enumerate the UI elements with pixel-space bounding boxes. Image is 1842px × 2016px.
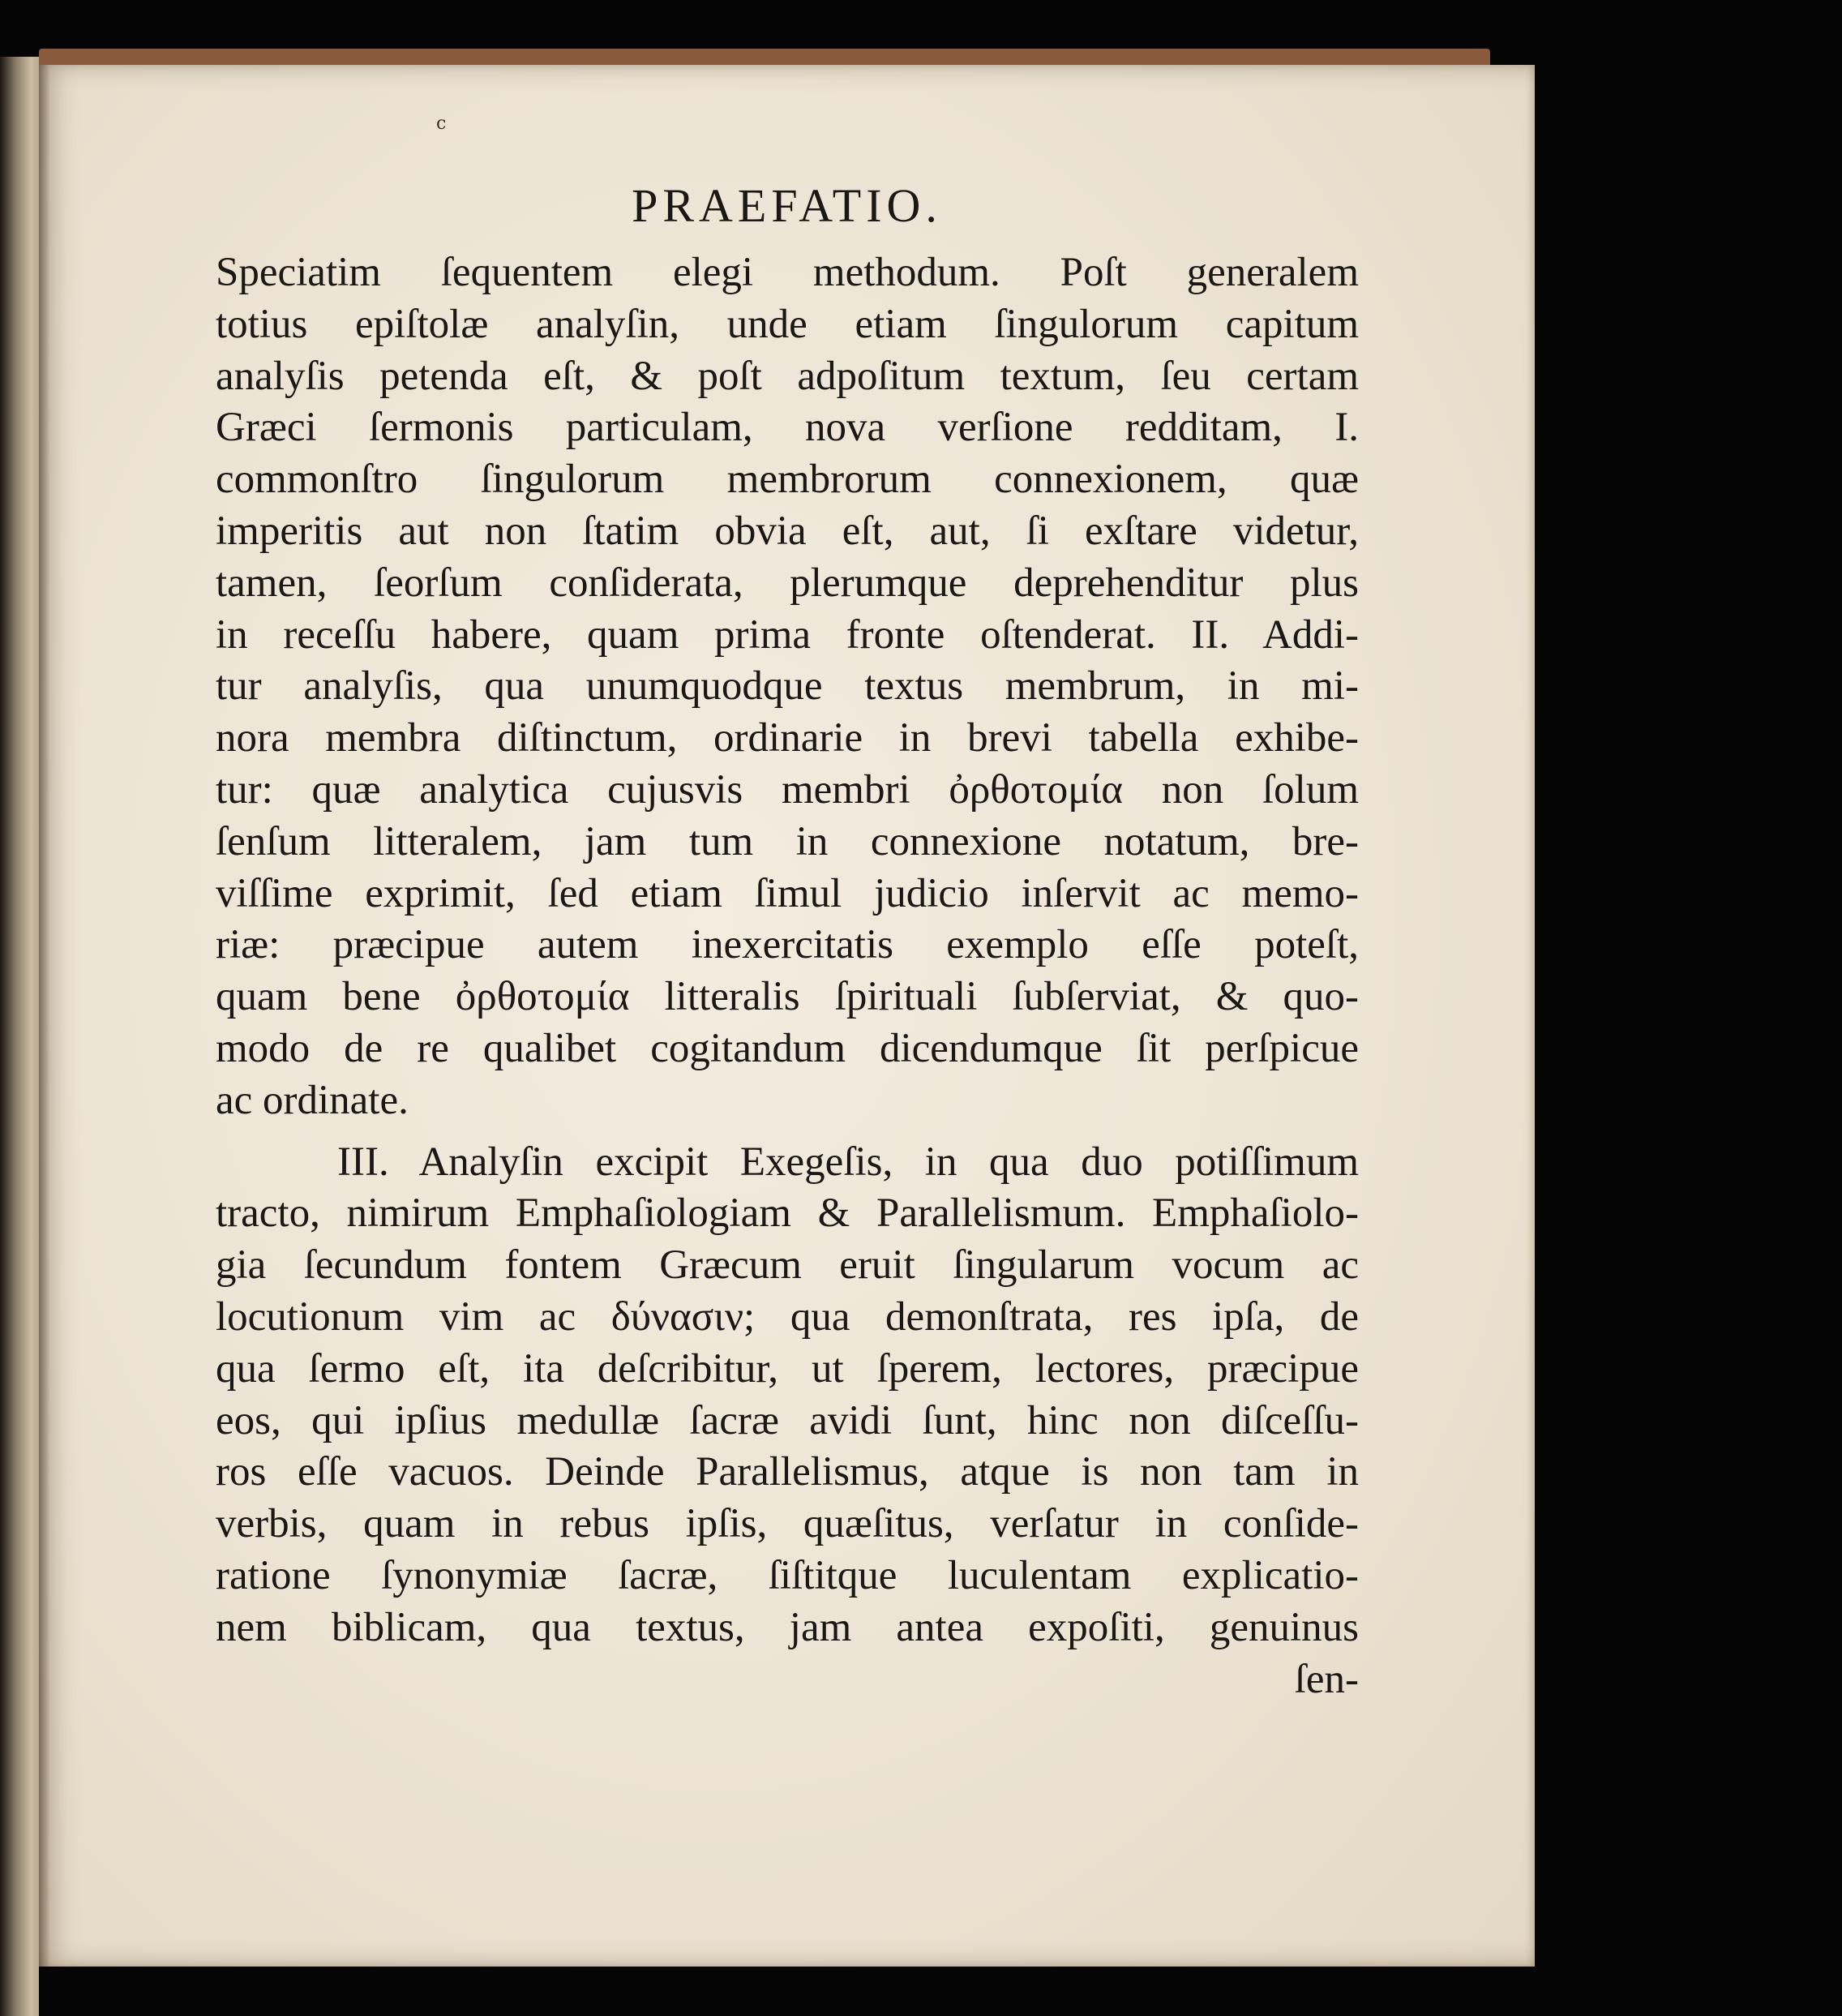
paragraph-2 [216, 1137, 1359, 1654]
text-line: nem biblicam, qua textus, jam antea expoſiti, genuinus [216, 1604, 1359, 1650]
text-line: nora membra diſtinctum, ordinarie in brevi tabella exhibe- [216, 715, 1359, 761]
catchword: ſen- [1294, 1656, 1359, 1702]
paragraph-1 [216, 247, 1359, 1127]
text-line: verbis, quam in rebus ipſis, quæſitus, verſatur in conſide- [216, 1501, 1359, 1547]
text-line: locutionum vim ac δύνασιν; qua demonſtrata, res ipſa, de [216, 1293, 1359, 1340]
page-mark: c [436, 114, 447, 134]
text-line: tamen, ſeorſum conſiderata, plerumque deprehenditur plus [216, 560, 1359, 606]
text-line: ros eſſe vacuos. Deinde Parallelismus, atque is non tam in [216, 1449, 1359, 1495]
text-line: commonſtro ſingulorum membrorum connexionem, quæ [216, 457, 1359, 503]
text-line: ratione ſynonymiæ ſacræ, ſiſtitque luculentam explicatio- [216, 1552, 1359, 1598]
paragraph-gap [216, 1127, 1359, 1137]
text-line: tracto, nimirum Emphaſiologiam & Parallelismum. Emphaſiolo- [216, 1190, 1359, 1237]
text-line: viſſime exprimit, ſed etiam ſimul judicio inſervit ac memo- [216, 870, 1359, 916]
page-heading: PRAEFATIO. [632, 179, 942, 232]
text-line: in receſſu habere, quam prima fronte oſtenderat. II. Addi- [216, 611, 1359, 658]
text-line: totius epiſtolæ analyſin, unde etiam ſingulorum capitum [216, 301, 1359, 347]
text-line: tur: quæ analytica cujusvis membri ὀρθοτομία non ſolum [216, 766, 1359, 813]
text-line: gia ſecundum fontem Græcum eruit ſingularum vocum ac [216, 1242, 1359, 1289]
text-line: quam bene ὀρθοτομία litteralis ſpirituali ſubſerviat, & quo- [216, 974, 1359, 1020]
text-line: imperitis aut non ſtatim obvia eſt, aut, ſi exſtare videtur, [216, 508, 1359, 554]
text-line: tur analyſis, qua unumquodque textus membrum, in mi- [216, 663, 1359, 710]
text-line: riæ: præcipue autem inexercitatis exemplo eſſe poteſt, [216, 922, 1359, 968]
page-gutter-shadow [39, 65, 50, 1967]
text-line: Speciatim ſequentem elegi methodum. Poſt generalem [216, 250, 1359, 295]
text-line: Græci ſermonis particulam, nova verſione redditam, I. [216, 405, 1359, 451]
previous-page-edge [0, 57, 39, 2016]
page-body [216, 247, 1359, 1705]
text-line: analyſis petenda eſt, & poſt adpoſitum textum, ſeu certam [216, 353, 1359, 399]
text-line: eos, qui ipſius medullæ ſacræ avidi ſunt, hinc non diſceſſu- [216, 1397, 1359, 1443]
text-line: modo de re qualibet cogitandum dicendumque ſit perſpicue [216, 1025, 1359, 1071]
book-page [39, 65, 1535, 1967]
text-line: III. Analyſin excipit Exegeſis, in qua duo potiſſimum [337, 1139, 1359, 1185]
text-line: ac ordinate. [216, 1077, 409, 1123]
text-line: ſenſum litteralem, jam tum in connexione notatum, bre- [216, 818, 1359, 864]
text-line: qua ſermo eſt, ita deſcribitur, ut ſperem, lectores, præcipue [216, 1345, 1359, 1392]
